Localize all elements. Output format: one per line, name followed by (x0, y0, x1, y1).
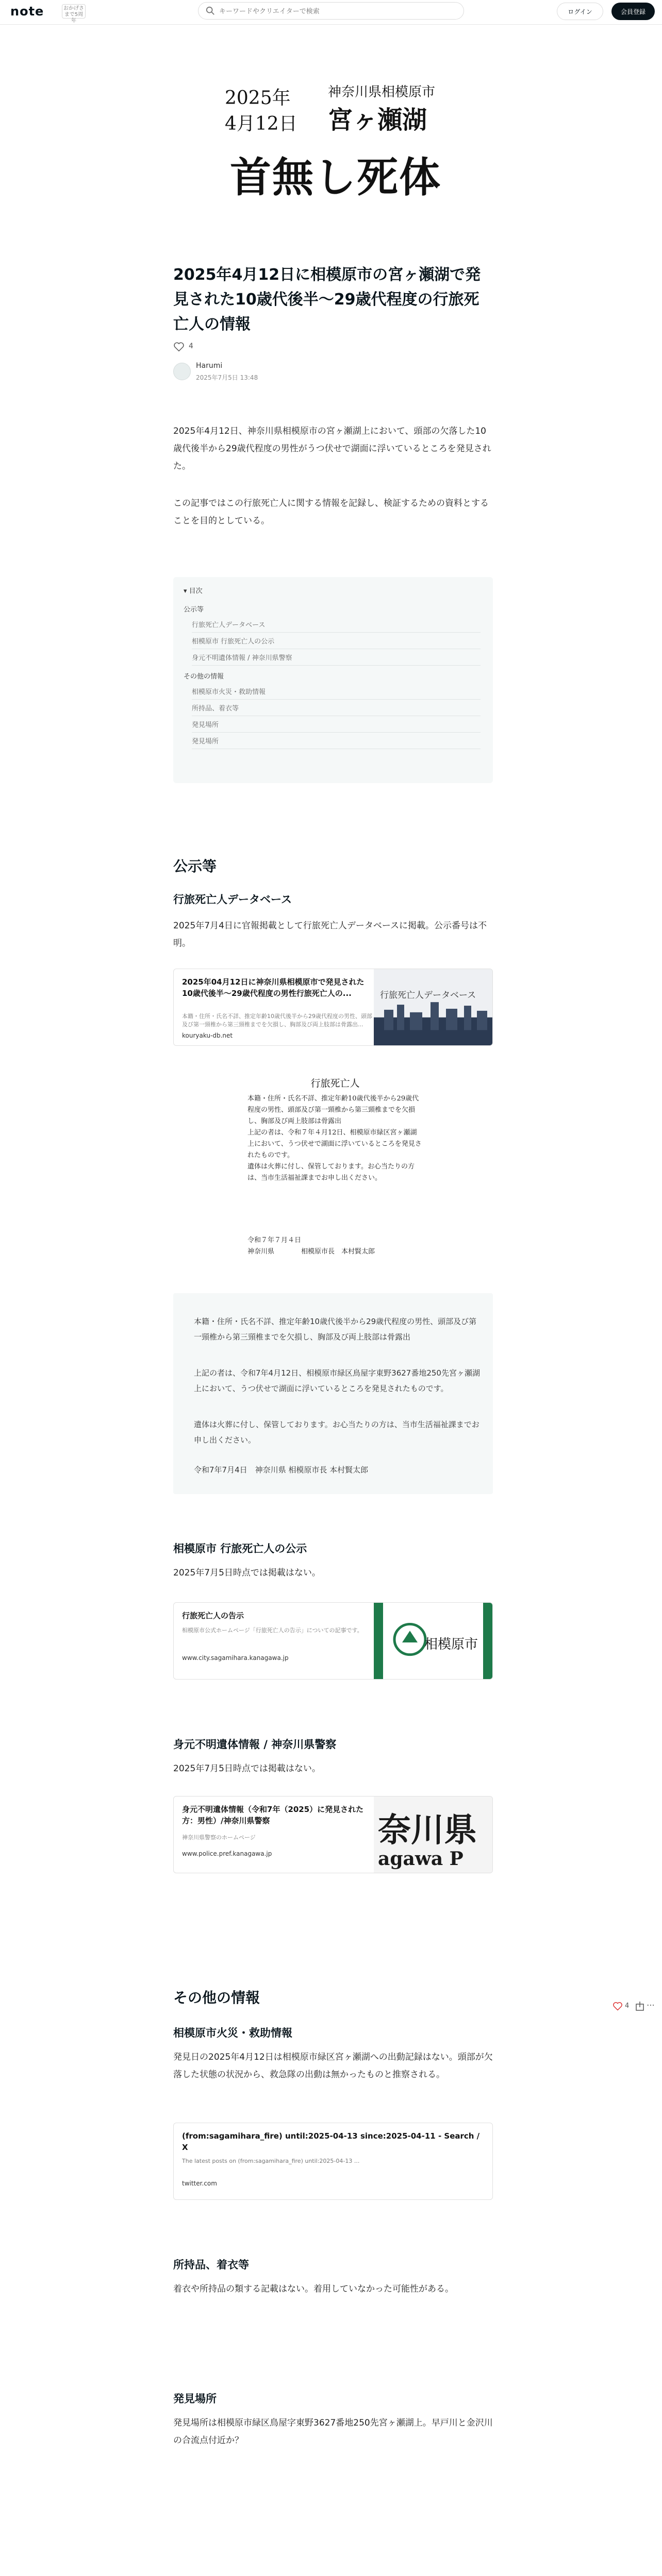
notice-body-1: 本籍・住所・氏名不詳、推定年齢10歳代後半から29歳代程度の男性、頭部及び第一頸椎から第三頸椎までを欠損し、胸部及び両上肢部は骨露出 (247, 1095, 419, 1125)
city-text: 2025年7月5日時点では掲載はない。 (173, 1568, 321, 1578)
card-url: kouryaku-db.net (182, 1032, 233, 1039)
toc-heading[interactable]: ▾ 目次 (184, 587, 203, 595)
article-title: 2025年4月12日に相模原市の宮ヶ瀬湖で発見された10歳代後半〜29歳代程度の行旅死亡人の情報 (173, 266, 481, 333)
toc-item-items[interactable]: 所持品、着衣等 (192, 703, 481, 716)
notice-date: 令和７年７月４日 (247, 1236, 302, 1244)
database-thumbnail (374, 969, 492, 1045)
card-description: 相模原市公式ホームページ「行旅死亡人の告示」についての記事です。 (182, 1627, 363, 1634)
notice-body-2: 上記の者は、令和７年４月12日、相模原市緑区宮ヶ瀬湖上において、うつ伏せで湖面に浮いているところを発見されたものです。 (247, 1129, 422, 1159)
heart-icon[interactable] (613, 2001, 623, 2011)
like-count: 4 (189, 342, 193, 350)
blockquote (173, 1293, 493, 1494)
floating-actions (613, 1999, 654, 2013)
toc-item-police[interactable]: 身元不明遺体情報 / 神奈川県警察 (192, 652, 481, 666)
subheading-items: 所持品、着衣等 (173, 2259, 249, 2271)
subheading-place: 発見場所 (173, 2393, 217, 2405)
database-text: 2025年7月4日に官報掲載として行旅死亡人データベースに掲載。公示番号は不明。 (173, 921, 487, 948)
subheading-city: 相模原市 行旅死亡人の公示 (173, 1543, 307, 1555)
items-text: 着衣や所持品の類する記載はない。着用していなかった可能性がある。 (173, 2284, 454, 2294)
card-title: (from:sagamihara_fire) until:2025-04-13 since:2025-04-11 - Search / X (182, 2131, 480, 2152)
subheading-fire: 相模原市火災・救助情報 (173, 2027, 292, 2039)
top-navigation-bar (0, 0, 662, 25)
toc-item-public[interactable]: 公示等 (184, 606, 204, 614)
more-icon[interactable]: ⋯ (647, 2000, 655, 2010)
card-url: www.police.pref.kanagawa.jp (182, 1850, 272, 1857)
police-text: 2025年7月5日時点では掲載はない。 (173, 1764, 321, 1774)
like-row (173, 340, 493, 354)
hero-place: 宮ヶ瀬湖 (328, 106, 427, 134)
note-logo[interactable]: note (10, 4, 44, 19)
share-icon[interactable] (635, 2001, 644, 2011)
section-heading-other: その他の情報 (173, 1989, 260, 2006)
quote-text-3: 遺体は火葬に付し、保管しております。お心当たりの方は、当市生活福祉課までお申し出ください。 (194, 1420, 479, 1445)
card-description: The latest posts on (from:sagamihara_fire) until:2025-04-13 ... (182, 2158, 360, 2164)
city-thumbnail-label: 相模原市 (424, 1637, 478, 1652)
card-title: 行旅死亡人の告示 (182, 1611, 244, 1620)
police-thumbnail-latin: agawa P (378, 1848, 464, 1870)
toc-item-city[interactable]: 相模原市 行旅死亡人の公示 (192, 636, 481, 649)
police-thumbnail (374, 1797, 492, 1873)
signup-button[interactable]: 会員登録 (611, 3, 655, 20)
search-icon (206, 6, 215, 15)
table-of-contents (173, 577, 493, 783)
quote-text-2: 上記の者は、令和7年4月12日、相模原市緑区鳥屋字東野3627番地250先宮ヶ瀬湖上において、うつ伏せで湖面に浮いているところを発見されたものです。 (194, 1368, 480, 1393)
side-like-count: 4 (625, 2002, 630, 2010)
notice-title: 行旅死亡人 (310, 1078, 360, 1089)
heart-icon[interactable] (173, 341, 185, 352)
publish-date: 2025年7月5日 13:48 (196, 374, 258, 381)
subheading-police: 身元不明遺体情報 / 神奈川県警察 (173, 1738, 337, 1751)
link-card-database[interactable] (173, 969, 493, 1046)
link-card-twitter[interactable] (173, 2123, 493, 2200)
author-avatar[interactable] (173, 363, 191, 380)
toc-item-database[interactable]: 行旅死亡人データベース (192, 619, 481, 633)
card-description: 神奈川県警察のホームページ (182, 1834, 256, 1841)
notice-image (237, 1072, 433, 1262)
hero-prefecture: 神奈川県相模原市 (328, 84, 436, 100)
card-title: 身元不明遺体情報（令和7年（2025）に発見された方：男性）/神奈川県警察 (182, 1805, 364, 1825)
hero-image (173, 72, 493, 206)
police-thumbnail-kanji: 奈川県 (378, 1811, 477, 1850)
quote-text-1: 本籍・住所・氏名不詳、推定年齢10歳代後半から29歳代程度の男性、頭部及び第一頸椎から第三頸椎までを欠損し、胸部及び両上肢部は骨露出 (194, 1317, 477, 1342)
card-url: twitter.com (182, 2180, 217, 2187)
notice-signature: 神奈川県 相模原市長 本村賢太郎 (247, 1248, 375, 1256)
anniversary-badge: おかげさまで5周年 (62, 4, 86, 19)
embedded-map[interactable] (173, 2473, 493, 2576)
login-button[interactable]: ログイン (557, 3, 603, 20)
fire-text: 発見日の2025年4月12日は相模原市緑区宮ヶ瀬湖への出動記録はない。頭部が欠落した状態の状況から、救急隊の出動は無かったものと推察される。 (173, 2052, 493, 2080)
author-name[interactable]: Harumi (196, 362, 223, 370)
hero-year: 2025年 (225, 88, 291, 109)
subheading-database: 行旅死亡人データベース (173, 893, 292, 906)
intro-paragraph-2: この記事ではこの行旅死亡人に関する情報を記録し、検証するための資料とすることを目的としている。 (173, 498, 489, 526)
quote-text-4: 令和7年7月4日 神奈川県 相模原市長 本村賢太郎 (194, 1465, 369, 1475)
link-card-police[interactable] (173, 1796, 493, 1873)
thumbnail-caption: 行旅死亡人データベース (380, 990, 476, 1001)
hero-headline: 首無し死体 (230, 153, 441, 201)
link-card-city[interactable] (173, 1602, 493, 1680)
card-title: 2025年04月12日に神奈川県相模原市で発見された10歳代後半〜29歳代程度の男性行旅死亡人の... (182, 977, 365, 998)
intro-paragraph-1: 2025年4月12日、神奈川県相模原市の宮ヶ瀬湖上において、頭部の欠落した10歳代後半から29歳代程度の男性がうつ伏せで湖面に浮いているところを発見された。 (173, 426, 491, 471)
toc-item-place[interactable]: 発見場所 (192, 719, 481, 733)
notice-body-3: 遺体は火葬に付し、保管しております。お心当たりの方は、当市生活福祉課までお申し出ください。 (247, 1163, 415, 1182)
author-block[interactable] (173, 361, 493, 385)
hero-day: 4月12日 (225, 113, 297, 134)
toc-item-place-2[interactable]: 発見場所 (192, 736, 481, 749)
search-input[interactable] (219, 6, 456, 17)
toc-item-fire[interactable]: 相模原市火災・救助情報 (192, 686, 481, 700)
card-url: www.city.sagamihara.kanagawa.jp (182, 1654, 289, 1662)
place-text: 発見場所は相模原市緑区鳥屋字東野3627番地250先宮ヶ瀬湖上。早戸川と金沢川の合流点付近か？ (173, 2418, 493, 2446)
toc-item-other[interactable]: その他の情報 (184, 673, 224, 681)
notice-body (247, 1093, 423, 1184)
search-box[interactable] (198, 2, 464, 20)
section-heading-public: 公示等 (173, 858, 217, 875)
card-description: 本籍・住所・氏名不詳、推定年齢10歳代後半から29歳代程度の男性、頭部及び第一頸椎から第三頸椎までを欠損し、胸部及び両上肢部は骨露出... (182, 1013, 372, 1028)
